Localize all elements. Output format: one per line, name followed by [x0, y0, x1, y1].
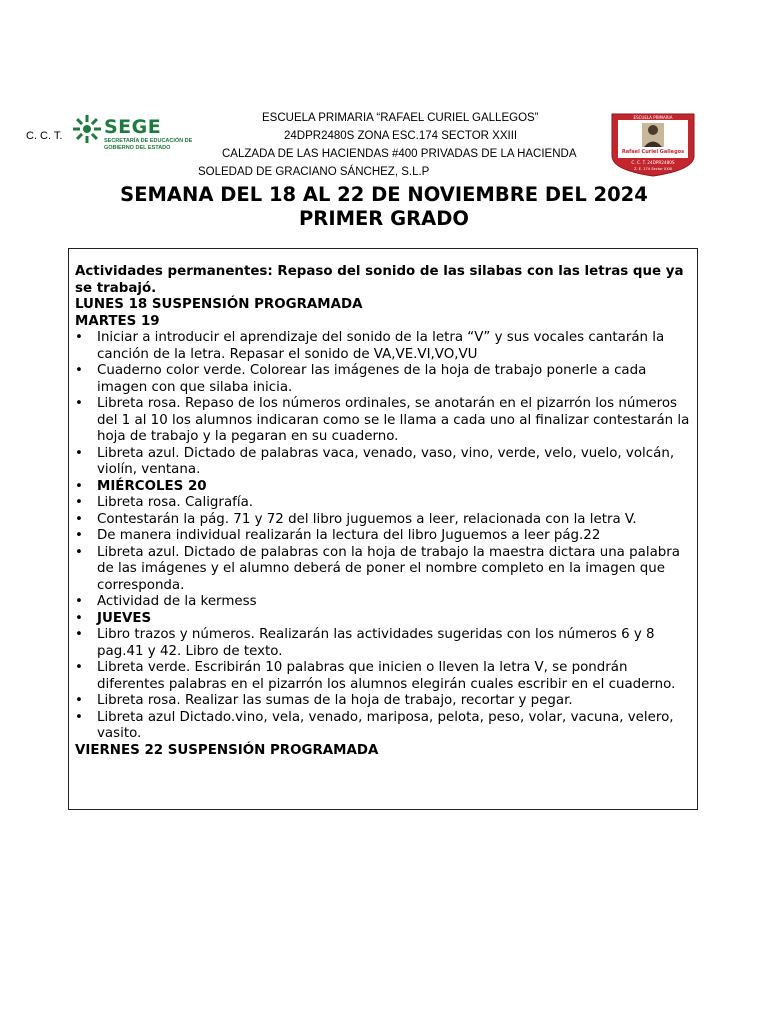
sege-emblem-icon: [72, 114, 102, 144]
sege-logo: [72, 110, 192, 156]
thursday-heading-text: JUEVES: [97, 610, 152, 626]
tuesday-list: [75, 330, 691, 743]
cct-label: C. C. T.: [26, 130, 63, 142]
list-item-text: Actividad de la kermess: [97, 594, 257, 609]
permanent-activities: Actividades permanentes: Repaso del sonido de las silabas con las letras que ya se trabajó.: [75, 264, 684, 296]
week-title: SEMANA DEL 18 AL 22 DE NOVIEMBRE DEL 2024: [120, 183, 648, 206]
school-address: CALZADA DE LAS HACIENDAS #400 PRIVADAS DE LA HACIENDA: [222, 148, 577, 160]
school-code: 24DPR2480S ZONA ESC.174 SECTOR XXIII: [284, 130, 518, 142]
list-item: [75, 710, 691, 743]
bullet-icon: •: [75, 627, 83, 642]
school-crest-icon: [606, 110, 700, 178]
tuesday-heading: MARTES 19: [75, 313, 160, 329]
school-name: ESCUELA PRIMARIA “RAFAEL CURIEL GALLEGOS”: [262, 112, 539, 124]
list-item-text: Libreta rosa. Caligrafía.: [97, 495, 254, 510]
list-item-text: Libreta azul. Dictado de palabras vaca, venado, vaso, vino, verde, velo, vuelo, volcán, violín, ventana.: [97, 445, 675, 477]
list-item-text: Libreta rosa. Repaso de los números ordinales, se anotarán en el pizarrón los números del 1 al 10 los alumnos indicaran como se le llama a cada uno al finalizar contestarán la hoja de trabajo y la pegaran en su cuaderno.: [97, 396, 690, 444]
crest-top-text: ESCUELA PRIMARIA: [633, 115, 673, 120]
list-item: [75, 627, 691, 660]
bullet-icon: •: [75, 528, 83, 543]
bullet-icon: •: [75, 544, 83, 560]
list-item: [75, 528, 691, 545]
crest-name-text: Rafael Curiel Gallegos: [621, 149, 685, 155]
school-city: SOLEDAD DE GRACIANO SÁNCHEZ, S.L.P: [198, 166, 430, 178]
grade-title: PRIMER GRADO: [299, 207, 469, 230]
bullet-icon: •: [75, 660, 83, 675]
list-item-text: De manera individual realizarán la lectura del libro Juguemos a leer pág.22: [97, 528, 601, 543]
activities-box: [68, 248, 698, 810]
list-item: [75, 512, 691, 529]
thursday-heading: [75, 611, 691, 628]
crest-bottom-text: Z. E. 174 Sector XXIII: [633, 167, 673, 171]
bullet-icon: •: [75, 610, 83, 626]
list-item: [75, 330, 691, 363]
list-item: [75, 363, 691, 396]
list-item: [75, 396, 691, 446]
sege-subtitle: SECRETARÍA DE EDUCACIÓN DE GOBIERNO DEL ESTADO: [104, 138, 193, 151]
list-item-text: Contestarán la pág. 71 y 72 del libro juguemos a leer, relacionada con la letra V.: [97, 511, 637, 527]
bullet-icon: •: [75, 445, 83, 461]
list-item: [75, 545, 691, 595]
list-item: [75, 594, 691, 611]
sege-brand: SEGE: [104, 116, 162, 138]
list-item-text: Libreta rosa. Realizar las sumas de la hoja de trabajo, recortar y pegar.: [97, 693, 573, 708]
list-item: [75, 495, 691, 512]
bullet-icon: •: [75, 495, 83, 510]
list-item-text: Libreta verde. Escribirán 10 palabras que inicien o lleven la letra V, se pondrán diferentes palabras en el pizarrón los alumnos elegirán cuales escribir en el cuaderno.: [97, 660, 676, 692]
bullet-icon: •: [75, 330, 83, 345]
list-item-text: Iniciar a introducir el aprendizaje del sonido de la letra “V” y sus vocales cantarán la canción de la letra. Repasar el sonido de VA,VE.VI,VO,VU: [97, 330, 665, 362]
list-item: [75, 660, 691, 693]
monday-heading: LUNES 18 SUSPENSIÓN PROGRAMADA: [75, 297, 363, 312]
activities-content: [75, 264, 691, 759]
list-item-text: Cuaderno color verde. Colorear las imágenes de la hoja de trabajo ponerle a cada imagen con que silaba inicia.: [97, 363, 647, 395]
friday-heading: VIERNES 22 SUSPENSIÓN PROGRAMADA: [75, 742, 379, 758]
bullet-icon: •: [75, 709, 83, 725]
bullet-icon: •: [75, 478, 83, 494]
bullet-icon: •: [75, 693, 83, 708]
bullet-icon: •: [75, 594, 83, 609]
list-item: [75, 693, 691, 710]
list-item-text: Libro trazos y números. Realizarán las actividades sugeridas con los números 6 y 8 pag.41 y 42. Libro de texto.: [97, 627, 655, 659]
list-item: [75, 446, 691, 479]
list-item-text: Libreta azul Dictado.vino, vela, venado, mariposa, pelota, peso, volar, vacuna, velero, vasito.: [97, 709, 674, 741]
bullet-icon: •: [75, 363, 83, 378]
crest-cct-text: C. C. T. 24DPR2480S: [631, 160, 675, 165]
wednesday-heading-text: MIÉRCOLES 20: [97, 478, 207, 494]
bullet-icon: •: [75, 396, 83, 411]
list-item-text: Libreta azul. Dictado de palabras con la hoja de trabajo la maestra dictara una palabra de las imágenes y el alumno deberá de poner el nombre completo en la imagen que corresponda.: [97, 544, 680, 593]
wednesday-heading: [75, 479, 691, 496]
bullet-icon: •: [75, 511, 83, 527]
